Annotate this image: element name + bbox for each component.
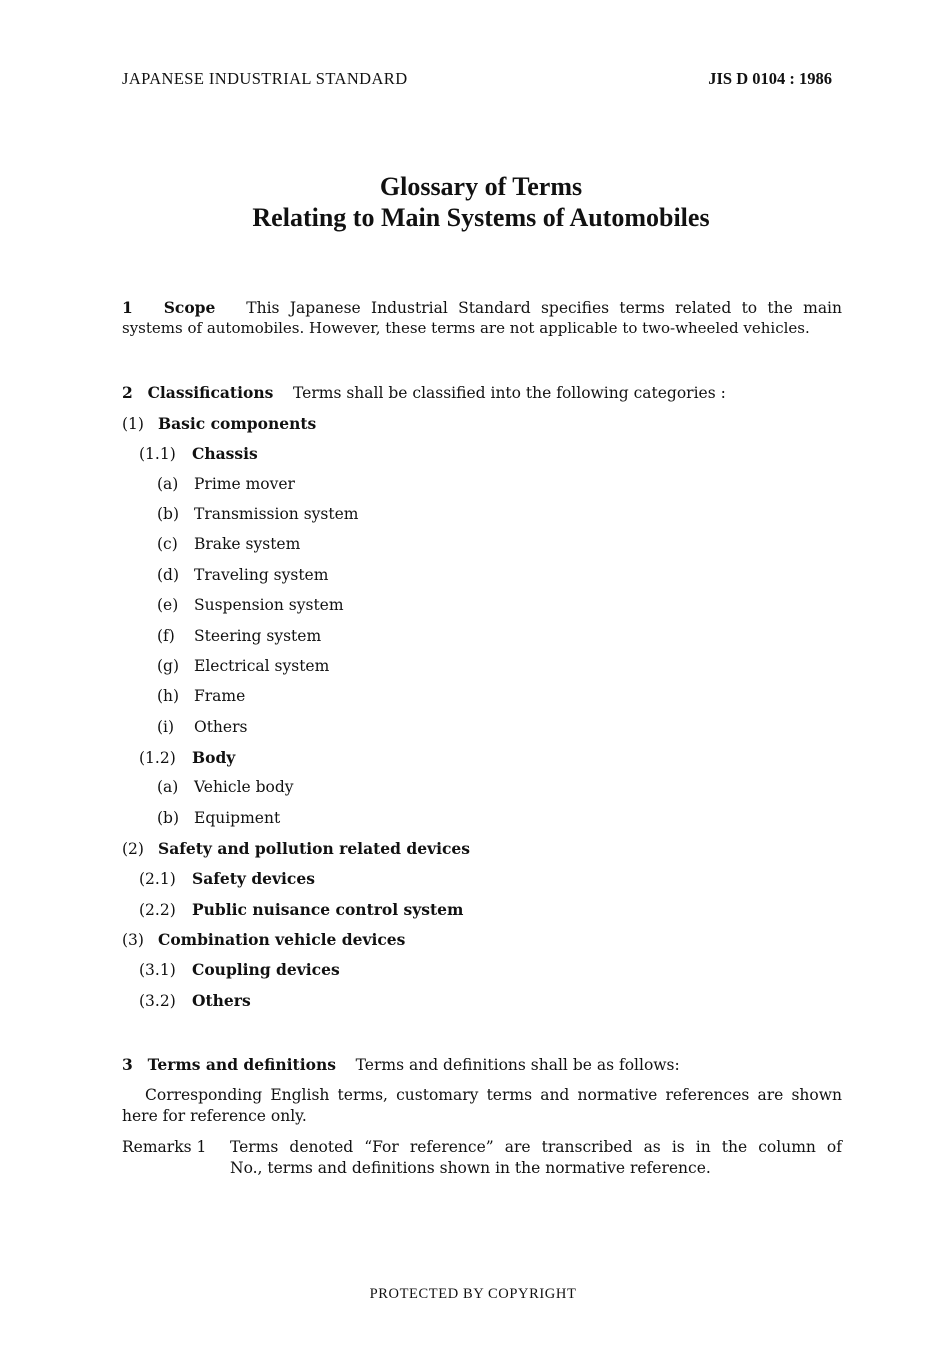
section-2-heading-line: [122, 382, 726, 404]
classification-item-text: Vehicle body: [194, 778, 294, 797]
classification-item: [157, 595, 344, 616]
classification-item-label: (3.2): [139, 991, 176, 1010]
classification-item-label: (1): [122, 415, 144, 433]
classification-item-label: (2): [122, 839, 144, 858]
classification-item: [139, 959, 340, 981]
classification-item-text: Safety and pollution related devices: [158, 838, 470, 858]
classification-item-text: Basic components: [158, 414, 317, 433]
section-3-para-line-2: here for reference only.: [122, 1107, 307, 1125]
classification-item-text: Steering system: [194, 626, 322, 645]
classification-item-text: Others: [192, 990, 251, 1010]
classification-item: [139, 443, 258, 465]
classification-item: [157, 717, 247, 738]
section-1-line-2: systems of automobiles. However, these terms are not applicable to two-wheeled vehicles.: [122, 319, 810, 337]
classification-item-label: (2.2): [139, 900, 176, 919]
classification-item-text: Traveling system: [194, 565, 329, 584]
classification-item: [139, 990, 251, 1012]
classification-item: [139, 899, 463, 921]
section-3-intro: Terms and definitions shall be as follows:: [355, 1056, 680, 1074]
classification-item-label: (c): [157, 535, 178, 554]
classification-item: [157, 777, 294, 798]
classification-item-label: (g): [157, 656, 180, 675]
header-standard-name: JAPANESE INDUSTRIAL STANDARD: [122, 69, 408, 88]
footer-copyright: PROTECTED BY COPYRIGHT: [369, 1286, 577, 1302]
section-1-text-1: This Japanese Industrial Standard specifies terms related to the main: [246, 299, 842, 317]
classification-item-text: Body: [192, 747, 236, 767]
section-2-heading: Classifications: [147, 383, 274, 402]
classification-item: [122, 929, 405, 951]
classification-item-text: Brake system: [194, 535, 301, 554]
classification-item-label: (e): [157, 596, 179, 615]
classification-item-text: Coupling devices: [192, 960, 340, 980]
classification-item: [157, 474, 295, 495]
classification-item: [122, 413, 316, 435]
classification-item: [122, 838, 470, 860]
classification-item-text: Combination vehicle devices: [158, 930, 406, 949]
document-title-line-1: Glossary of Terms: [379, 172, 583, 201]
header-standard-number: JIS D 0104 : 1986: [708, 69, 832, 88]
classification-item: [157, 626, 321, 647]
classification-item-label: (i): [157, 717, 175, 736]
classification-item: [157, 565, 328, 586]
classification-item-text: Prime mover: [194, 474, 295, 493]
classification-item-text: Equipment: [194, 808, 281, 827]
remarks-label: Remarks 1: [122, 1138, 207, 1156]
classification-item-text: Chassis: [192, 444, 258, 464]
section-1-line-1: [122, 297, 842, 319]
classification-item-label: (2.1): [139, 870, 176, 889]
remarks-line-1: Terms denoted “For reference” are transcribed as is in the column of: [230, 1138, 842, 1156]
classification-item: [157, 534, 300, 555]
classification-item-text: Safety devices: [192, 869, 315, 889]
classification-item-text: Suspension system: [194, 596, 344, 615]
section-1-heading: Scope: [163, 298, 216, 317]
section-3-heading: Terms and definitions: [147, 1055, 336, 1074]
classification-item-text: Transmission system: [194, 505, 359, 524]
classification-item-label: (a): [157, 474, 179, 493]
classification-item: [139, 747, 235, 769]
classification-item-text: Public nuisance control system: [192, 899, 464, 919]
classification-item-label: (3): [122, 931, 144, 949]
classification-item: [157, 808, 280, 829]
classification-item-label: (h): [157, 687, 180, 706]
remarks-line-2: No., terms and definitions shown in the normative reference.: [230, 1159, 711, 1177]
classification-item-label: (1.2): [139, 748, 176, 767]
classification-item: [139, 868, 315, 890]
classification-item-text: Others: [194, 717, 248, 736]
classification-item-label: (d): [157, 565, 180, 584]
classification-item-label: (b): [157, 808, 180, 827]
classification-item-label: (3.1): [139, 961, 176, 980]
section-3-number: 3: [122, 1055, 133, 1074]
classification-item-text: Electrical system: [194, 656, 330, 675]
classification-item: [157, 686, 245, 707]
section-1-number: 1: [122, 298, 133, 317]
classification-item-text: Frame: [194, 687, 246, 706]
section-3-para-line-1: Corresponding English terms, customary terms and normative references are shown: [145, 1086, 842, 1104]
classification-item-label: (1.1): [139, 445, 176, 464]
classification-item-label: (a): [157, 778, 179, 797]
document-title-line-2: Relating to Main Systems of Automobiles: [252, 203, 710, 232]
classification-item: [157, 504, 358, 525]
section-3-heading-line: [122, 1054, 680, 1076]
section-2-number: 2: [122, 383, 133, 402]
classification-item-label: (f): [157, 626, 175, 645]
classification-item: [157, 656, 329, 677]
classification-item-label: (b): [157, 505, 180, 524]
section-2-intro: Terms shall be classified into the following categories :: [293, 384, 726, 402]
